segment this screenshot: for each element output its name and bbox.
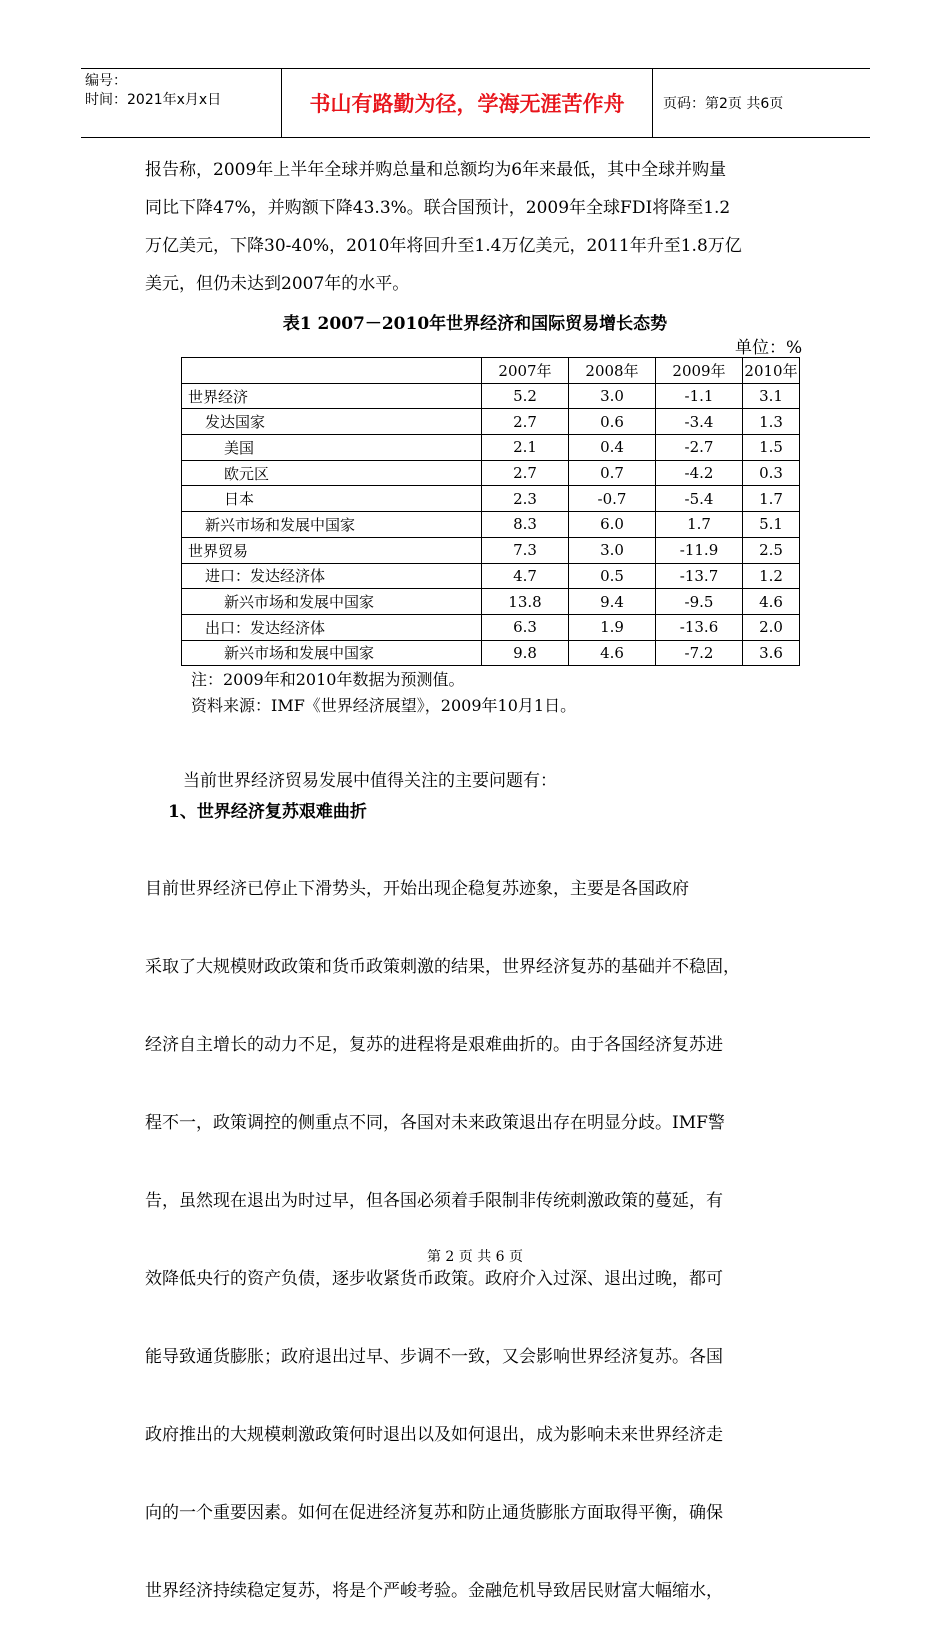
table-cell: 1.2	[743, 563, 800, 589]
table-cell: 8.3	[482, 512, 569, 538]
table-row	[182, 383, 800, 409]
body-line: 效降低央行的资产负债，逐步收紧货币政策。政府介入过深、退出过晚，都可	[145, 1269, 723, 1289]
table-header-row	[182, 358, 800, 384]
table-cell: 9.8	[482, 640, 569, 666]
table-cell: 7.3	[482, 537, 569, 563]
growth-table	[181, 357, 800, 666]
page-footer: 第 2 页 共 6 页	[426, 1249, 524, 1265]
table-title: 表1 2007－2010年世界经济和国际贸易增长态势	[282, 314, 668, 334]
section-lead: 当前世界经济贸易发展中值得关注的主要问题有：	[183, 771, 557, 791]
header-motto: 书山有路勤为径，学海无涯苦作舟	[281, 69, 653, 137]
table-cell: -4.2	[656, 460, 743, 486]
table-cell: 3.0	[569, 537, 656, 563]
table-cell: 0.5	[569, 563, 656, 589]
table-cell: 6.3	[482, 614, 569, 640]
table-cell: 13.8	[482, 589, 569, 615]
table-cell: 1.7	[743, 486, 800, 512]
row-label: 欧元区	[182, 460, 482, 486]
table-header-cell: 2010年	[743, 358, 800, 384]
table-cell: 1.9	[569, 614, 656, 640]
table-cell: 4.6	[569, 640, 656, 666]
table-cell: 0.6	[569, 409, 656, 435]
table-row	[182, 537, 800, 563]
table-cell: -3.4	[656, 409, 743, 435]
intro-paragraph	[145, 151, 805, 303]
body-line: 政府推出的大规模刺激政策何时退出以及如何退出，成为影响未来世界经济走	[145, 1425, 723, 1445]
row-label: 新兴市场和发展中国家	[182, 640, 482, 666]
intro-line: 同比下降47%，并购额下降43.3%。联合国预计，2009年全球FDI将降至1.2	[145, 198, 731, 218]
table-cell: 5.1	[743, 512, 800, 538]
table-row	[182, 640, 800, 666]
table-cell: 0.4	[569, 435, 656, 461]
table-row	[182, 563, 800, 589]
table-source: 资料来源：IMF《世界经济展望》，2009年10月1日。	[191, 696, 577, 715]
table-cell: -0.7	[569, 486, 656, 512]
table-cell: -11.9	[656, 537, 743, 563]
body-line: 采取了大规模财政政策和货币政策刺激的结果，世界经济复苏的基础并不稳固，	[145, 957, 740, 977]
body-line: 世界经济持续稳定复苏，将是个严峻考验。金融危机导致居民财富大幅缩水，	[145, 1581, 723, 1601]
table-cell: 1.5	[743, 435, 800, 461]
body-line: 告，虽然现在退出为时过早，但各国必须着手限制非传统刺激政策的蔓延，有	[145, 1191, 723, 1211]
table-row	[182, 409, 800, 435]
number-label: 编号：	[85, 73, 127, 89]
table-unit: 单位：%	[735, 338, 803, 358]
row-label: 新兴市场和发展中国家	[182, 589, 482, 615]
table-cell: -7.2	[656, 640, 743, 666]
body-line: 经济自主增长的动力不足，复苏的进程将是艰难曲折的。由于各国经济复苏进	[145, 1035, 723, 1055]
table-cell: 1.7	[656, 512, 743, 538]
table-cell: 0.3	[743, 460, 800, 486]
body-line: 能导致通货膨胀；政府退出过早、步调不一致，又会影响世界经济复苏。各国	[145, 1347, 723, 1367]
body-line: 向的一个重要因素。如何在促进经济复苏和防止通货膨胀方面取得平衡，确保	[145, 1503, 723, 1523]
table-cell: 5.2	[482, 383, 569, 409]
table-cell: 2.1	[482, 435, 569, 461]
table-cell: 4.7	[482, 563, 569, 589]
table-cell: 3.6	[743, 640, 800, 666]
table-row	[182, 512, 800, 538]
table-cell: -2.7	[656, 435, 743, 461]
intro-line: 报告称，2009年上半年全球并购总量和总额均为6年来最低，其中全球并购量	[145, 160, 727, 180]
header-page-info: 页码：第2页 共6页	[663, 96, 784, 112]
table-cell: 2.0	[743, 614, 800, 640]
table-cell: 2.7	[482, 460, 569, 486]
body-line: 程不一，政策调控的侧重点不同，各国对未来政策退出存在明显分歧。IMF警	[145, 1113, 725, 1133]
table-cell: 2.7	[482, 409, 569, 435]
header-meta	[81, 69, 281, 137]
row-label: 发达国家	[182, 409, 482, 435]
table-header-cell	[182, 358, 482, 384]
page-header	[81, 68, 870, 138]
table-cell: 3.1	[743, 383, 800, 409]
intro-line: 美元，但仍未达到2007年的水平。	[145, 274, 410, 294]
time-label: 时间：2021年x月x日	[85, 92, 222, 108]
table-cell: -13.7	[656, 563, 743, 589]
row-label: 美国	[182, 435, 482, 461]
table-cell: -5.4	[656, 486, 743, 512]
row-label: 世界经济	[182, 383, 482, 409]
row-label: 世界贸易	[182, 537, 482, 563]
table-cell: -1.1	[656, 383, 743, 409]
table-row	[182, 486, 800, 512]
table-cell: 6.0	[569, 512, 656, 538]
body-paragraph	[145, 830, 805, 1630]
table-cell: 2.5	[743, 537, 800, 563]
table-row	[182, 435, 800, 461]
section-heading: 1、世界经济复苏艰难曲折	[168, 802, 367, 822]
table-cell: 2.3	[482, 486, 569, 512]
row-label: 出口：发达经济体	[182, 614, 482, 640]
row-label: 日本	[182, 486, 482, 512]
table-note: 注：2009年和2010年数据为预测值。	[191, 670, 465, 689]
table-cell: -9.5	[656, 589, 743, 615]
table-cell: 0.7	[569, 460, 656, 486]
table-header-cell: 2009年	[656, 358, 743, 384]
row-label: 进口：发达经济体	[182, 563, 482, 589]
table-row	[182, 460, 800, 486]
table-row	[182, 589, 800, 615]
table-cell: -13.6	[656, 614, 743, 640]
table-cell: 3.0	[569, 383, 656, 409]
table-cell: 1.3	[743, 409, 800, 435]
table-cell: 9.4	[569, 589, 656, 615]
table-header-cell: 2007年	[482, 358, 569, 384]
table-cell: 4.6	[743, 589, 800, 615]
body-line: 目前世界经济已停止下滑势头，开始出现企稳复苏迹象，主要是各国政府	[145, 879, 689, 899]
row-label: 新兴市场和发展中国家	[182, 512, 482, 538]
table-row	[182, 614, 800, 640]
table-header-cell: 2008年	[569, 358, 656, 384]
intro-line: 万亿美元，下降30-40%，2010年将回升至1.4万亿美元，2011年升至1.8万亿	[145, 236, 742, 256]
